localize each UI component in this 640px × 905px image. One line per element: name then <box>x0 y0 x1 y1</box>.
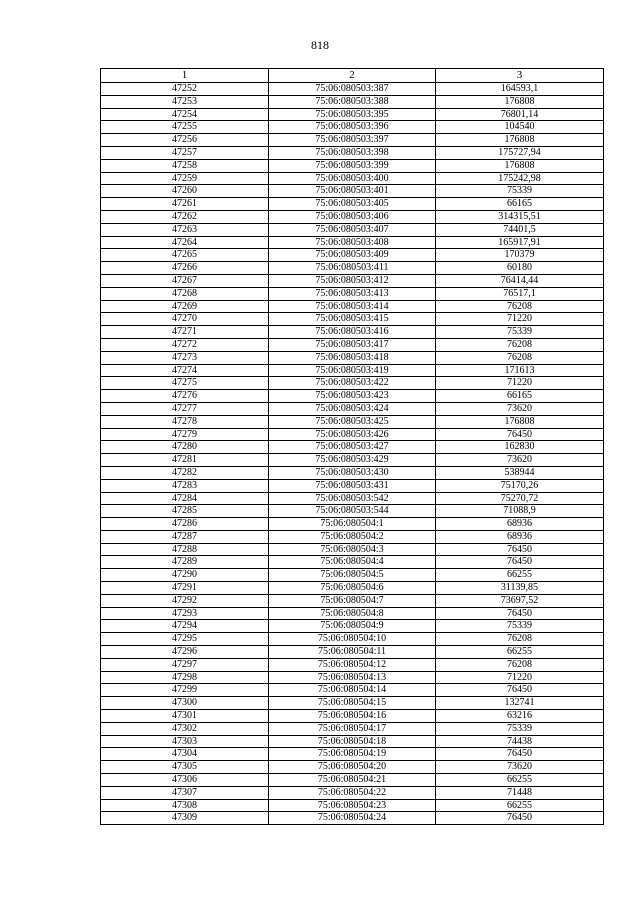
table-row <box>101 658 604 671</box>
cadastral-number-cell: 75:06:080504:6 <box>269 582 436 595</box>
table-row <box>101 326 604 339</box>
value-cell: 68936 <box>436 518 604 531</box>
row-number-cell: 47280 <box>101 441 269 454</box>
table-row <box>101 415 604 428</box>
row-number-cell: 47268 <box>101 287 269 300</box>
value-cell: 66255 <box>436 799 604 812</box>
row-number-cell: 47290 <box>101 569 269 582</box>
table-row <box>101 108 604 121</box>
value-cell: 60180 <box>436 262 604 275</box>
table-row <box>101 735 604 748</box>
row-number-cell: 47285 <box>101 505 269 518</box>
column-header-1: 1 <box>101 69 269 83</box>
cadastral-number-cell: 75:06:080504:17 <box>269 722 436 735</box>
cadastral-number-cell: 75:06:080503:396 <box>269 121 436 134</box>
value-cell: 74438 <box>436 735 604 748</box>
row-number-cell: 47283 <box>101 479 269 492</box>
row-number-cell: 47264 <box>101 236 269 249</box>
row-number-cell: 47256 <box>101 134 269 147</box>
table-row <box>101 198 604 211</box>
table-row <box>101 159 604 172</box>
cadastral-number-cell: 75:06:080504:15 <box>269 697 436 710</box>
value-cell: 75339 <box>436 326 604 339</box>
value-cell: 171613 <box>436 364 604 377</box>
row-number-cell: 47301 <box>101 710 269 723</box>
row-number-cell: 47273 <box>101 351 269 364</box>
table-row <box>101 684 604 697</box>
cadastral-number-cell: 75:06:080503:398 <box>269 146 436 159</box>
row-number-cell: 47278 <box>101 415 269 428</box>
value-cell: 76450 <box>436 684 604 697</box>
cadastral-number-cell: 75:06:080503:422 <box>269 377 436 390</box>
value-cell: 538944 <box>436 466 604 479</box>
row-number-cell: 47276 <box>101 390 269 403</box>
cadastral-number-cell: 75:06:080503:413 <box>269 287 436 300</box>
row-number-cell: 47261 <box>101 198 269 211</box>
table-row <box>101 249 604 262</box>
row-number-cell: 47263 <box>101 223 269 236</box>
table-row <box>101 774 604 787</box>
row-number-cell: 47293 <box>101 607 269 620</box>
cadastral-number-cell: 75:06:080504:24 <box>269 812 436 825</box>
value-cell: 66165 <box>436 390 604 403</box>
table-row <box>101 748 604 761</box>
cadastral-number-cell: 75:06:080504:3 <box>269 543 436 556</box>
value-cell: 164593,1 <box>436 83 604 96</box>
table-row <box>101 646 604 659</box>
cadastral-number-cell: 75:06:080503:407 <box>269 223 436 236</box>
table-row <box>101 274 604 287</box>
table-row <box>101 697 604 710</box>
value-cell: 76208 <box>436 338 604 351</box>
value-cell: 76450 <box>436 428 604 441</box>
cadastral-number-cell: 75:06:080504:4 <box>269 556 436 569</box>
row-number-cell: 47260 <box>101 185 269 198</box>
cadastral-number-cell: 75:06:080503:419 <box>269 364 436 377</box>
row-number-cell: 47257 <box>101 146 269 159</box>
row-number-cell: 47258 <box>101 159 269 172</box>
row-number-cell: 47299 <box>101 684 269 697</box>
cadastral-number-cell: 75:06:080503:544 <box>269 505 436 518</box>
row-number-cell: 47308 <box>101 799 269 812</box>
table-row <box>101 543 604 556</box>
cadastral-number-cell: 75:06:080503:431 <box>269 479 436 492</box>
cadastral-number-cell: 75:06:080503:411 <box>269 262 436 275</box>
value-cell: 75270,72 <box>436 492 604 505</box>
table-row <box>101 377 604 390</box>
cadastral-number-cell: 75:06:080504:7 <box>269 594 436 607</box>
table-row <box>101 121 604 134</box>
row-number-cell: 47307 <box>101 786 269 799</box>
value-cell: 71220 <box>436 313 604 326</box>
cadastral-number-cell: 75:06:080503:388 <box>269 95 436 108</box>
value-cell: 71220 <box>436 377 604 390</box>
value-cell: 74401,5 <box>436 223 604 236</box>
row-number-cell: 47271 <box>101 326 269 339</box>
cadastral-number-cell: 75:06:080504:18 <box>269 735 436 748</box>
table-row <box>101 518 604 531</box>
table-row <box>101 390 604 403</box>
cadastral-number-cell: 75:06:080504:23 <box>269 799 436 812</box>
cadastral-number-cell: 75:06:080503:412 <box>269 274 436 287</box>
row-number-cell: 47288 <box>101 543 269 556</box>
row-number-cell: 47292 <box>101 594 269 607</box>
row-number-cell: 47281 <box>101 454 269 467</box>
table-row <box>101 620 604 633</box>
row-number-cell: 47298 <box>101 671 269 684</box>
table-row <box>101 210 604 223</box>
table-row <box>101 607 604 620</box>
value-cell: 76450 <box>436 543 604 556</box>
table-row <box>101 300 604 313</box>
table-row <box>101 594 604 607</box>
cadastral-number-cell: 75:06:080504:20 <box>269 761 436 774</box>
row-number-cell: 47297 <box>101 658 269 671</box>
value-cell: 170379 <box>436 249 604 262</box>
table-row <box>101 812 604 825</box>
row-number-cell: 47266 <box>101 262 269 275</box>
cadastral-number-cell: 75:06:080504:9 <box>269 620 436 633</box>
value-cell: 73620 <box>436 454 604 467</box>
table-row <box>101 761 604 774</box>
cadastral-number-cell: 75:06:080504:10 <box>269 633 436 646</box>
cadastral-number-cell: 75:06:080503:401 <box>269 185 436 198</box>
cadastral-number-cell: 75:06:080504:5 <box>269 569 436 582</box>
row-number-cell: 47289 <box>101 556 269 569</box>
row-number-cell: 47272 <box>101 338 269 351</box>
value-cell: 66255 <box>436 774 604 787</box>
value-cell: 76450 <box>436 556 604 569</box>
column-header-2: 2 <box>269 69 436 83</box>
value-cell: 63216 <box>436 710 604 723</box>
value-cell: 76450 <box>436 607 604 620</box>
value-cell: 314315,51 <box>436 210 604 223</box>
cadastral-number-cell: 75:06:080503:397 <box>269 134 436 147</box>
value-cell: 175242,98 <box>436 172 604 185</box>
row-number-cell: 47294 <box>101 620 269 633</box>
header-row <box>101 69 604 83</box>
table-row <box>101 338 604 351</box>
table-row <box>101 466 604 479</box>
table-row <box>101 287 604 300</box>
table-row <box>101 95 604 108</box>
value-cell: 176808 <box>436 95 604 108</box>
row-number-cell: 47253 <box>101 95 269 108</box>
table-row <box>101 671 604 684</box>
row-number-cell: 47302 <box>101 722 269 735</box>
cadastral-number-cell: 75:06:080504:12 <box>269 658 436 671</box>
cadastral-number-cell: 75:06:080504:1 <box>269 518 436 531</box>
table-row <box>101 633 604 646</box>
row-number-cell: 47309 <box>101 812 269 825</box>
row-number-cell: 47270 <box>101 313 269 326</box>
cadastral-number-cell: 75:06:080503:416 <box>269 326 436 339</box>
table-row <box>101 530 604 543</box>
cadastral-number-cell: 75:06:080503:423 <box>269 390 436 403</box>
cadastral-number-cell: 75:06:080503:417 <box>269 338 436 351</box>
table-row <box>101 428 604 441</box>
table-row <box>101 83 604 96</box>
table-row <box>101 454 604 467</box>
row-number-cell: 47277 <box>101 402 269 415</box>
value-cell: 76801,14 <box>436 108 604 121</box>
value-cell: 71088,9 <box>436 505 604 518</box>
row-number-cell: 47295 <box>101 633 269 646</box>
cadastral-number-cell: 75:06:080503:542 <box>269 492 436 505</box>
value-cell: 75170,26 <box>436 479 604 492</box>
row-number-cell: 47279 <box>101 428 269 441</box>
table-row <box>101 223 604 236</box>
cadastral-number-cell: 75:06:080503:395 <box>269 108 436 121</box>
cadastral-number-cell: 75:06:080504:11 <box>269 646 436 659</box>
cadastral-number-cell: 75:06:080503:418 <box>269 351 436 364</box>
table-row <box>101 492 604 505</box>
value-cell: 76450 <box>436 812 604 825</box>
table-row <box>101 710 604 723</box>
table-row <box>101 582 604 595</box>
value-cell: 75339 <box>436 620 604 633</box>
row-number-cell: 47306 <box>101 774 269 787</box>
value-cell: 66255 <box>436 646 604 659</box>
cadastral-number-cell: 75:06:080504:22 <box>269 786 436 799</box>
value-cell: 66255 <box>436 569 604 582</box>
table-row <box>101 722 604 735</box>
row-number-cell: 47296 <box>101 646 269 659</box>
row-number-cell: 47282 <box>101 466 269 479</box>
cadastral-number-cell: 75:06:080503:426 <box>269 428 436 441</box>
cadastral-number-cell: 75:06:080503:415 <box>269 313 436 326</box>
row-number-cell: 47300 <box>101 697 269 710</box>
table-row <box>101 402 604 415</box>
cadastral-number-cell: 75:06:080503:408 <box>269 236 436 249</box>
value-cell: 176808 <box>436 134 604 147</box>
table-row <box>101 236 604 249</box>
cadastral-number-cell: 75:06:080504:14 <box>269 684 436 697</box>
row-number-cell: 47303 <box>101 735 269 748</box>
row-number-cell: 47265 <box>101 249 269 262</box>
table-row <box>101 172 604 185</box>
column-header-3: 3 <box>436 69 604 83</box>
cadastral-number-cell: 75:06:080503:406 <box>269 210 436 223</box>
value-cell: 162830 <box>436 441 604 454</box>
row-number-cell: 47274 <box>101 364 269 377</box>
value-cell: 76414,44 <box>436 274 604 287</box>
value-cell: 75339 <box>436 722 604 735</box>
value-cell: 73697,52 <box>436 594 604 607</box>
cadastral-number-cell: 75:06:080504:21 <box>269 774 436 787</box>
row-number-cell: 47287 <box>101 530 269 543</box>
value-cell: 71448 <box>436 786 604 799</box>
cadastral-number-cell: 75:06:080503:409 <box>269 249 436 262</box>
row-number-cell: 47252 <box>101 83 269 96</box>
table-row <box>101 364 604 377</box>
value-cell: 176808 <box>436 159 604 172</box>
value-cell: 66165 <box>436 198 604 211</box>
row-number-cell: 47275 <box>101 377 269 390</box>
table-row <box>101 134 604 147</box>
cadastral-number-cell: 75:06:080504:16 <box>269 710 436 723</box>
table-row <box>101 479 604 492</box>
row-number-cell: 47286 <box>101 518 269 531</box>
cadastral-number-cell: 75:06:080504:8 <box>269 607 436 620</box>
value-cell: 76208 <box>436 300 604 313</box>
cadastral-number-cell: 75:06:080503:400 <box>269 172 436 185</box>
value-cell: 76208 <box>436 658 604 671</box>
value-cell: 76450 <box>436 748 604 761</box>
value-cell: 73620 <box>436 402 604 415</box>
value-cell: 76208 <box>436 351 604 364</box>
row-number-cell: 47291 <box>101 582 269 595</box>
table-row <box>101 313 604 326</box>
value-cell: 76208 <box>436 633 604 646</box>
table-header <box>101 69 604 83</box>
value-cell: 68936 <box>436 530 604 543</box>
cadastral-number-cell: 75:06:080503:427 <box>269 441 436 454</box>
table-row <box>101 786 604 799</box>
table-row <box>101 351 604 364</box>
value-cell: 76517,1 <box>436 287 604 300</box>
cadastral-number-cell: 75:06:080503:414 <box>269 300 436 313</box>
value-cell: 71220 <box>436 671 604 684</box>
row-number-cell: 47262 <box>101 210 269 223</box>
row-number-cell: 47259 <box>101 172 269 185</box>
row-number-cell: 47305 <box>101 761 269 774</box>
value-cell: 73620 <box>436 761 604 774</box>
row-number-cell: 47304 <box>101 748 269 761</box>
table-row <box>101 505 604 518</box>
value-cell: 175727,94 <box>436 146 604 159</box>
row-number-cell: 47269 <box>101 300 269 313</box>
value-cell: 104540 <box>436 121 604 134</box>
table-row <box>101 556 604 569</box>
cadastral-number-cell: 75:06:080503:387 <box>269 83 436 96</box>
cadastral-number-cell: 75:06:080503:430 <box>269 466 436 479</box>
cadastral-number-cell: 75:06:080503:429 <box>269 454 436 467</box>
cadastral-number-cell: 75:06:080503:425 <box>269 415 436 428</box>
row-number-cell: 47284 <box>101 492 269 505</box>
row-number-cell: 47254 <box>101 108 269 121</box>
row-number-cell: 47267 <box>101 274 269 287</box>
cadastral-number-cell: 75:06:080503:405 <box>269 198 436 211</box>
value-cell: 31139,85 <box>436 582 604 595</box>
table-row <box>101 441 604 454</box>
cadastral-number-cell: 75:06:080503:399 <box>269 159 436 172</box>
value-cell: 176808 <box>436 415 604 428</box>
table-row <box>101 799 604 812</box>
row-number-cell: 47255 <box>101 121 269 134</box>
table-row <box>101 262 604 275</box>
value-cell: 75339 <box>436 185 604 198</box>
table-row <box>101 146 604 159</box>
cadastral-number-cell: 75:06:080504:2 <box>269 530 436 543</box>
value-cell: 165917,91 <box>436 236 604 249</box>
data-table <box>100 68 604 825</box>
table-row <box>101 569 604 582</box>
value-cell: 132741 <box>436 697 604 710</box>
cadastral-number-cell: 75:06:080504:19 <box>269 748 436 761</box>
page-number: 818 <box>311 38 329 52</box>
table-body <box>101 83 604 825</box>
cadastral-number-cell: 75:06:080503:424 <box>269 402 436 415</box>
table-row <box>101 185 604 198</box>
cadastral-number-cell: 75:06:080504:13 <box>269 671 436 684</box>
